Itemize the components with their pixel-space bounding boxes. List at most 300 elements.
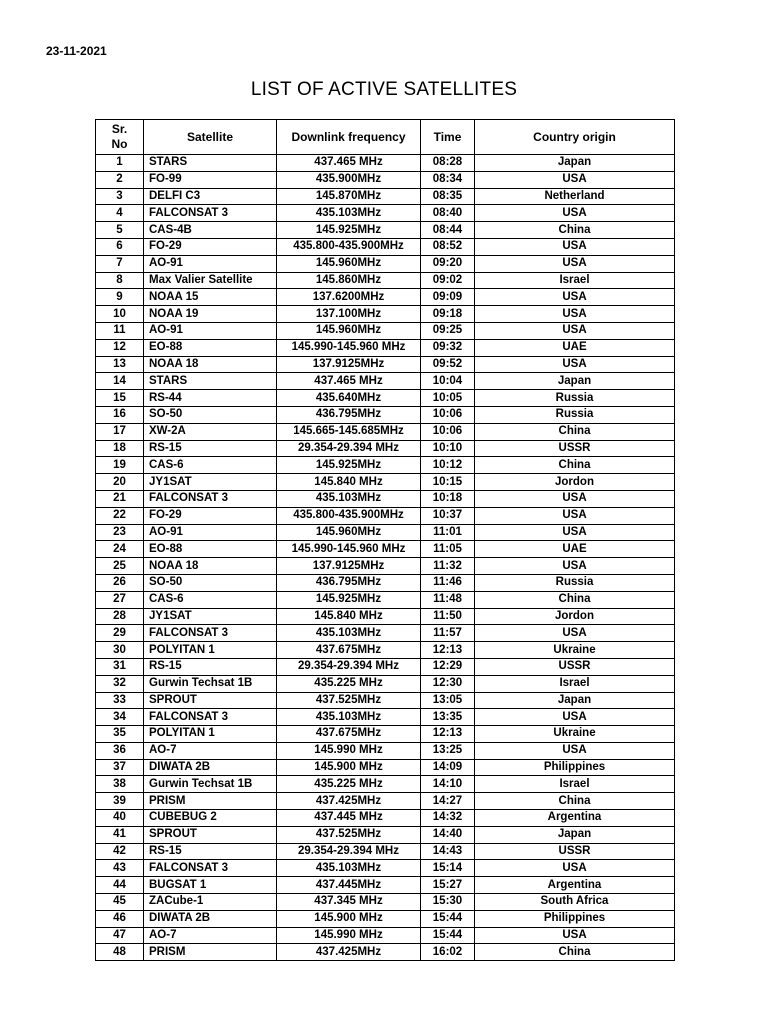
cell-time: 11:05 [421,541,475,558]
cell-downlink-frequency: 29.354-29.394 MHz [277,843,421,860]
cell-time: 14:43 [421,843,475,860]
cell-time: 13:05 [421,692,475,709]
cell-sr-no: 32 [96,675,144,692]
cell-country-origin: USA [475,356,675,373]
cell-sr-no: 17 [96,423,144,440]
cell-satellite: AO-91 [144,322,277,339]
cell-satellite: STARS [144,155,277,172]
cell-sr-no: 40 [96,810,144,827]
cell-country-origin: South Africa [475,894,675,911]
cell-sr-no: 38 [96,776,144,793]
table-row [96,474,675,491]
table-row [96,658,675,675]
cell-sr-no: 2 [96,171,144,188]
satellite-table [95,119,675,961]
cell-sr-no: 1 [96,155,144,172]
cell-sr-no: 22 [96,507,144,524]
cell-downlink-frequency: 437.445 MHz [277,810,421,827]
cell-downlink-frequency: 29.354-29.394 MHz [277,658,421,675]
table-row [96,558,675,575]
cell-sr-no: 19 [96,457,144,474]
table-row [96,171,675,188]
cell-downlink-frequency: 145.900 MHz [277,759,421,776]
header-row [96,120,675,155]
cell-country-origin: Russia [475,390,675,407]
cell-time: 08:44 [421,222,475,239]
cell-satellite: RS-15 [144,440,277,457]
cell-sr-no: 4 [96,205,144,222]
cell-sr-no: 28 [96,608,144,625]
cell-downlink-frequency: 437.675MHz [277,726,421,743]
cell-time: 09:18 [421,306,475,323]
cell-time: 08:34 [421,171,475,188]
cell-country-origin: Argentina [475,877,675,894]
cell-sr-no: 33 [96,692,144,709]
cell-downlink-frequency: 435.103MHz [277,625,421,642]
cell-satellite: DIWATA 2B [144,759,277,776]
cell-time: 10:12 [421,457,475,474]
cell-country-origin: Ukraine [475,642,675,659]
cell-country-origin: Russia [475,574,675,591]
cell-downlink-frequency: 435.640MHz [277,390,421,407]
cell-country-origin: China [475,222,675,239]
table-row [96,877,675,894]
cell-satellite: Gurwin Techsat 1B [144,675,277,692]
cell-time: 15:30 [421,894,475,911]
cell-country-origin: USA [475,742,675,759]
cell-downlink-frequency: 137.9125MHz [277,356,421,373]
table-header [96,120,675,155]
cell-country-origin: UAE [475,541,675,558]
header-time: Time [421,120,475,155]
cell-sr-no: 8 [96,272,144,289]
cell-country-origin: Philippines [475,759,675,776]
table-row [96,860,675,877]
cell-sr-no: 46 [96,910,144,927]
cell-time: 10:18 [421,490,475,507]
cell-time: 09:32 [421,339,475,356]
cell-time: 09:09 [421,289,475,306]
table-row [96,222,675,239]
table-row [96,675,675,692]
cell-satellite: SPROUT [144,826,277,843]
cell-time: 11:57 [421,625,475,642]
cell-country-origin: USA [475,171,675,188]
cell-satellite: SPROUT [144,692,277,709]
cell-sr-no: 39 [96,793,144,810]
cell-time: 11:48 [421,591,475,608]
cell-country-origin: USA [475,255,675,272]
table-row [96,759,675,776]
cell-downlink-frequency: 436.795MHz [277,406,421,423]
cell-satellite: PRISM [144,793,277,810]
cell-satellite: POLYITAN 1 [144,642,277,659]
cell-time: 15:14 [421,860,475,877]
table-row [96,390,675,407]
table-row [96,810,675,827]
cell-time: 08:35 [421,188,475,205]
table-row [96,490,675,507]
cell-country-origin: Netherland [475,188,675,205]
table-row [96,776,675,793]
cell-satellite: PRISM [144,944,277,961]
cell-time: 14:27 [421,793,475,810]
cell-downlink-frequency: 437.425MHz [277,944,421,961]
cell-sr-no: 35 [96,726,144,743]
cell-downlink-frequency: 137.6200MHz [277,289,421,306]
table-row [96,894,675,911]
cell-sr-no: 34 [96,709,144,726]
cell-country-origin: Japan [475,826,675,843]
table-row [96,625,675,642]
cell-time: 15:44 [421,910,475,927]
cell-sr-no: 26 [96,574,144,591]
cell-sr-no: 12 [96,339,144,356]
cell-sr-no: 10 [96,306,144,323]
table-row [96,692,675,709]
cell-country-origin: China [475,457,675,474]
cell-sr-no: 7 [96,255,144,272]
cell-downlink-frequency: 145.900 MHz [277,910,421,927]
table-row [96,322,675,339]
table-row [96,356,675,373]
cell-country-origin: USA [475,558,675,575]
cell-country-origin: China [475,591,675,608]
cell-sr-no: 27 [96,591,144,608]
cell-country-origin: Philippines [475,910,675,927]
cell-country-origin: Jordon [475,474,675,491]
table-row [96,927,675,944]
cell-sr-no: 48 [96,944,144,961]
cell-country-origin: USA [475,860,675,877]
cell-satellite: SO-50 [144,406,277,423]
cell-downlink-frequency: 145.990 MHz [277,742,421,759]
table-row [96,457,675,474]
cell-sr-no: 36 [96,742,144,759]
cell-downlink-frequency: 145.860MHz [277,272,421,289]
cell-country-origin: USSR [475,843,675,860]
cell-downlink-frequency: 145.925MHz [277,457,421,474]
cell-time: 12:29 [421,658,475,675]
cell-satellite: AO-7 [144,742,277,759]
cell-sr-no: 47 [96,927,144,944]
cell-time: 09:25 [421,322,475,339]
cell-time: 13:35 [421,709,475,726]
table-row [96,507,675,524]
cell-satellite: POLYITAN 1 [144,726,277,743]
cell-satellite: DIWATA 2B [144,910,277,927]
cell-sr-no: 3 [96,188,144,205]
cell-country-origin: USA [475,709,675,726]
cell-satellite: JY1SAT [144,608,277,625]
cell-satellite: Max Valier Satellite [144,272,277,289]
cell-time: 15:44 [421,927,475,944]
cell-satellite: RS-44 [144,390,277,407]
cell-country-origin: USA [475,524,675,541]
cell-downlink-frequency: 436.795MHz [277,574,421,591]
cell-time: 08:40 [421,205,475,222]
cell-satellite: CUBEBUG 2 [144,810,277,827]
cell-downlink-frequency: 437.465 MHz [277,373,421,390]
table-row [96,574,675,591]
cell-country-origin: USA [475,490,675,507]
cell-downlink-frequency: 145.840 MHz [277,474,421,491]
cell-downlink-frequency: 435.103MHz [277,205,421,222]
table-row [96,826,675,843]
cell-time: 15:27 [421,877,475,894]
cell-sr-no: 23 [96,524,144,541]
table-row [96,524,675,541]
cell-time: 08:28 [421,155,475,172]
table-row [96,726,675,743]
table-row [96,272,675,289]
cell-country-origin: Japan [475,155,675,172]
cell-country-origin: China [475,793,675,810]
cell-downlink-frequency: 145.840 MHz [277,608,421,625]
cell-downlink-frequency: 145.960MHz [277,524,421,541]
cell-downlink-frequency: 145.870MHz [277,188,421,205]
cell-country-origin: UAE [475,339,675,356]
cell-country-origin: Japan [475,692,675,709]
document-date: 23-11-2021 [46,44,107,58]
cell-time: 09:52 [421,356,475,373]
cell-satellite: EO-88 [144,541,277,558]
cell-country-origin: USA [475,306,675,323]
document-title: LIST OF ACTIVE SATELLITES [250,79,518,100]
table-row [96,339,675,356]
cell-satellite: BUGSAT 1 [144,877,277,894]
cell-country-origin: Ukraine [475,726,675,743]
table-row [96,289,675,306]
table-row [96,440,675,457]
cell-satellite: NOAA 18 [144,356,277,373]
cell-downlink-frequency: 29.354-29.394 MHz [277,440,421,457]
cell-downlink-frequency: 145.665-145.685MHz [277,423,421,440]
cell-country-origin: USSR [475,440,675,457]
cell-downlink-frequency: 437.425MHz [277,793,421,810]
table-row [96,373,675,390]
cell-sr-no: 20 [96,474,144,491]
cell-country-origin: USA [475,238,675,255]
cell-sr-no: 15 [96,390,144,407]
cell-satellite: CAS-6 [144,591,277,608]
cell-time: 10:37 [421,507,475,524]
header-satellite: Satellite [144,120,277,155]
cell-satellite: STARS [144,373,277,390]
cell-satellite: RS-15 [144,843,277,860]
cell-satellite: FO-29 [144,238,277,255]
cell-country-origin: China [475,423,675,440]
cell-satellite: EO-88 [144,339,277,356]
cell-downlink-frequency: 145.990 MHz [277,927,421,944]
cell-downlink-frequency: 435.103MHz [277,490,421,507]
cell-downlink-frequency: 137.9125MHz [277,558,421,575]
cell-downlink-frequency: 145.960MHz [277,322,421,339]
cell-sr-no: 5 [96,222,144,239]
table-row [96,591,675,608]
cell-country-origin: Argentina [475,810,675,827]
cell-downlink-frequency: 435.103MHz [277,709,421,726]
cell-sr-no: 45 [96,894,144,911]
cell-sr-no: 25 [96,558,144,575]
table-row [96,255,675,272]
cell-time: 13:25 [421,742,475,759]
cell-satellite: DELFI C3 [144,188,277,205]
table-row [96,423,675,440]
cell-time: 10:10 [421,440,475,457]
cell-time: 14:40 [421,826,475,843]
cell-time: 14:10 [421,776,475,793]
cell-satellite: ZACube-1 [144,894,277,911]
header-downlink-frequency: Downlink frequency [277,120,421,155]
cell-satellite: XW-2A [144,423,277,440]
cell-sr-no: 18 [96,440,144,457]
cell-satellite: AO-91 [144,524,277,541]
cell-satellite: NOAA 19 [144,306,277,323]
cell-sr-no: 44 [96,877,144,894]
cell-country-origin: Russia [475,406,675,423]
cell-country-origin: USA [475,927,675,944]
cell-downlink-frequency: 437.525MHz [277,692,421,709]
cell-satellite: FALCONSAT 3 [144,709,277,726]
cell-satellite: FALCONSAT 3 [144,860,277,877]
table-row [96,742,675,759]
cell-time: 14:32 [421,810,475,827]
cell-downlink-frequency: 435.103MHz [277,860,421,877]
table-row [96,205,675,222]
cell-sr-no: 9 [96,289,144,306]
cell-satellite: FALCONSAT 3 [144,625,277,642]
table-row [96,793,675,810]
table-row [96,155,675,172]
cell-satellite: CAS-4B [144,222,277,239]
header-sr-no [96,120,144,155]
cell-country-origin: USA [475,289,675,306]
cell-country-origin: Jordon [475,608,675,625]
cell-country-origin: Japan [475,373,675,390]
cell-country-origin: USA [475,205,675,222]
table-row [96,910,675,927]
cell-downlink-frequency: 437.675MHz [277,642,421,659]
cell-downlink-frequency: 145.925MHz [277,591,421,608]
cell-satellite: NOAA 18 [144,558,277,575]
cell-downlink-frequency: 435.900MHz [277,171,421,188]
cell-country-origin: USA [475,507,675,524]
cell-downlink-frequency: 145.925MHz [277,222,421,239]
cell-downlink-frequency: 137.100MHz [277,306,421,323]
table-row [96,709,675,726]
cell-satellite: RS-15 [144,658,277,675]
cell-satellite: CAS-6 [144,457,277,474]
table-row [96,944,675,961]
cell-satellite: Gurwin Techsat 1B [144,776,277,793]
table-row [96,306,675,323]
cell-sr-no: 21 [96,490,144,507]
table-body [96,155,675,961]
cell-satellite: SO-50 [144,574,277,591]
cell-time: 11:32 [421,558,475,575]
cell-sr-no: 24 [96,541,144,558]
table-row [96,608,675,625]
cell-sr-no: 14 [96,373,144,390]
cell-satellite: FALCONSAT 3 [144,490,277,507]
cell-satellite: FALCONSAT 3 [144,205,277,222]
table-row [96,642,675,659]
cell-sr-no: 30 [96,642,144,659]
cell-time: 09:02 [421,272,475,289]
cell-downlink-frequency: 435.800-435.900MHz [277,507,421,524]
cell-satellite: FO-29 [144,507,277,524]
cell-time: 10:06 [421,423,475,440]
cell-downlink-frequency: 435.225 MHz [277,776,421,793]
cell-country-origin: USSR [475,658,675,675]
cell-satellite: JY1SAT [144,474,277,491]
cell-time: 12:30 [421,675,475,692]
cell-downlink-frequency: 437.345 MHz [277,894,421,911]
cell-sr-no: 41 [96,826,144,843]
header-country-origin: Country origin [475,120,675,155]
table-row [96,406,675,423]
cell-time: 11:50 [421,608,475,625]
cell-downlink-frequency: 437.525MHz [277,826,421,843]
cell-time: 11:01 [421,524,475,541]
table-row [96,238,675,255]
cell-time: 11:46 [421,574,475,591]
cell-downlink-frequency: 145.990-145.960 MHz [277,339,421,356]
cell-time: 10:15 [421,474,475,491]
cell-downlink-frequency: 145.960MHz [277,255,421,272]
cell-country-origin: Israel [475,272,675,289]
cell-time: 12:13 [421,642,475,659]
cell-downlink-frequency: 437.445MHz [277,877,421,894]
cell-time: 10:05 [421,390,475,407]
cell-sr-no: 31 [96,658,144,675]
cell-sr-no: 6 [96,238,144,255]
cell-country-origin: Israel [475,675,675,692]
cell-time: 16:02 [421,944,475,961]
cell-country-origin: USA [475,625,675,642]
cell-time: 09:20 [421,255,475,272]
cell-satellite: AO-7 [144,927,277,944]
table-row [96,541,675,558]
cell-time: 10:04 [421,373,475,390]
cell-country-origin: Israel [475,776,675,793]
cell-sr-no: 37 [96,759,144,776]
cell-sr-no: 16 [96,406,144,423]
table-row [96,843,675,860]
cell-country-origin: China [475,944,675,961]
cell-satellite: AO-91 [144,255,277,272]
cell-country-origin: USA [475,322,675,339]
cell-sr-no: 29 [96,625,144,642]
cell-time: 08:52 [421,238,475,255]
cell-downlink-frequency: 145.990-145.960 MHz [277,541,421,558]
cell-time: 14:09 [421,759,475,776]
cell-downlink-frequency: 435.225 MHz [277,675,421,692]
header-sr-no-label: Sr. No [111,122,128,151]
cell-sr-no: 43 [96,860,144,877]
cell-satellite: FO-99 [144,171,277,188]
cell-time: 12:13 [421,726,475,743]
cell-downlink-frequency: 435.800-435.900MHz [277,238,421,255]
cell-sr-no: 13 [96,356,144,373]
cell-satellite: NOAA 15 [144,289,277,306]
cell-sr-no: 42 [96,843,144,860]
table-row [96,188,675,205]
cell-time: 10:06 [421,406,475,423]
cell-sr-no: 11 [96,322,144,339]
cell-downlink-frequency: 437.465 MHz [277,155,421,172]
